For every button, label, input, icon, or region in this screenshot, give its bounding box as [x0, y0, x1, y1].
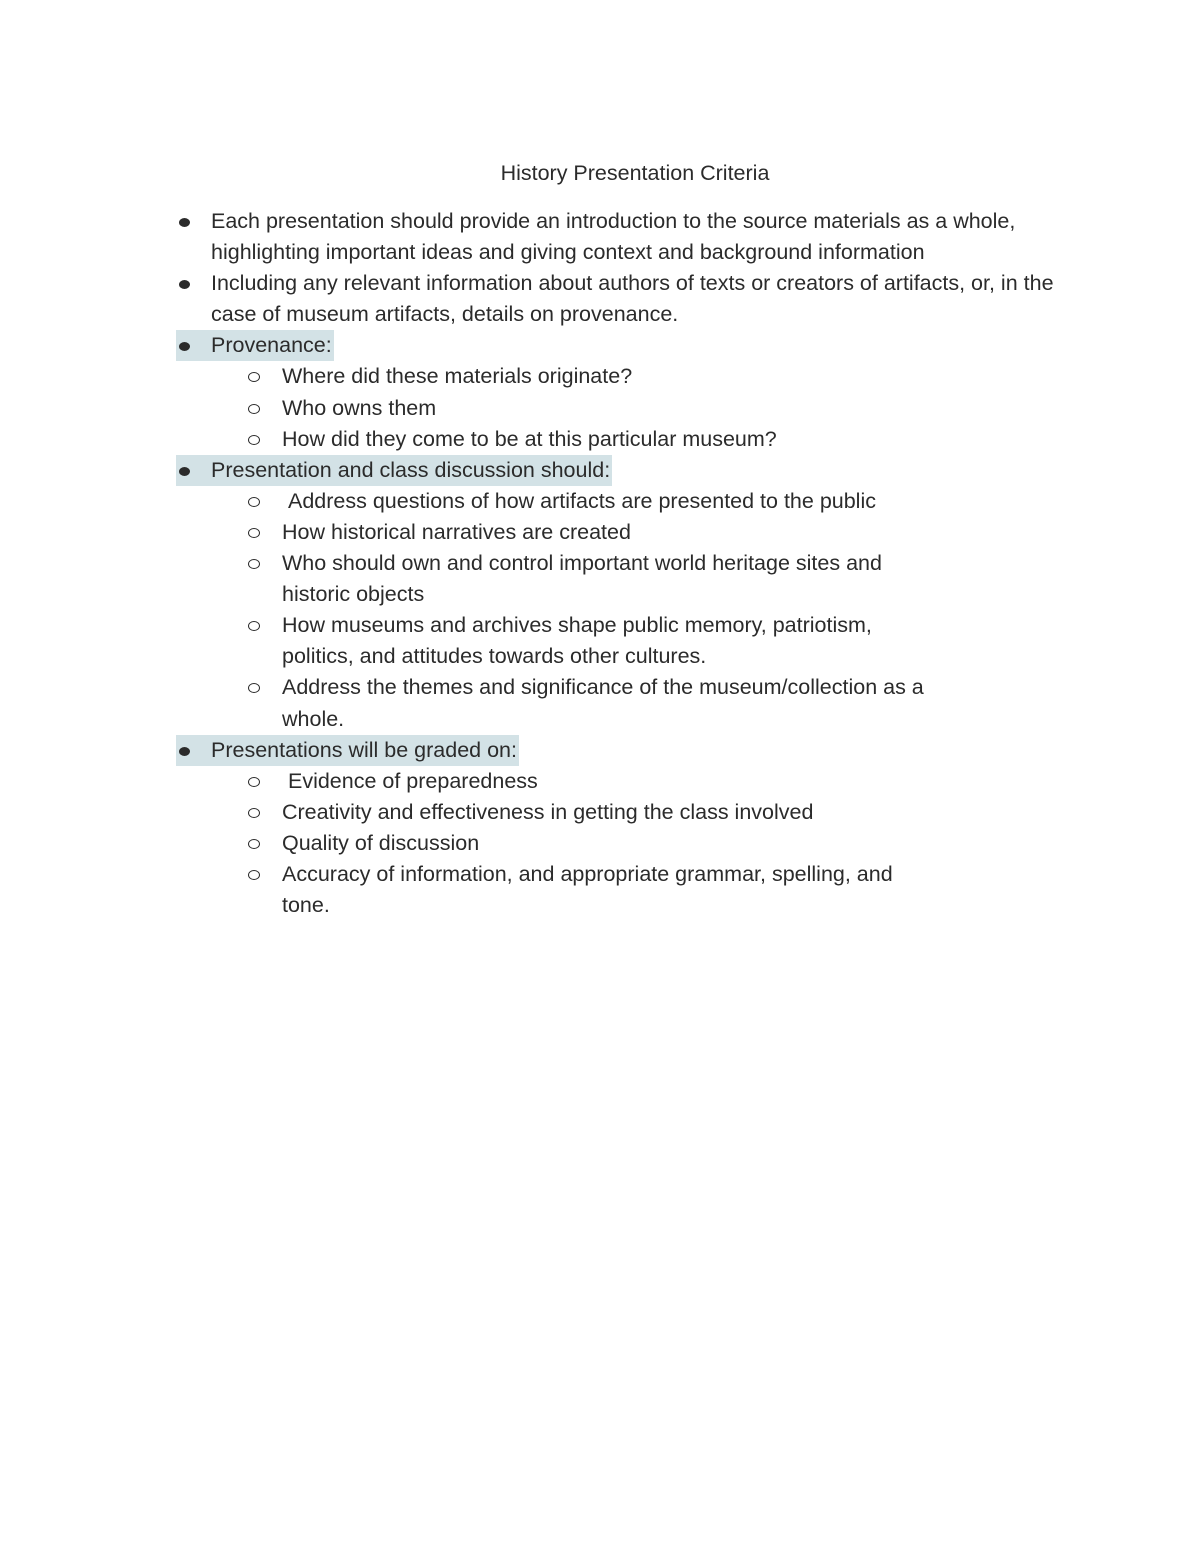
circle-bullet-icon [248, 372, 260, 382]
sublist-item [0, 828, 1060, 859]
sublist [0, 361, 1060, 454]
list-item-provenance [0, 330, 1200, 454]
list-item [0, 206, 1200, 268]
circle-bullet-icon [248, 683, 260, 693]
list-item-text: Provenance: [211, 333, 332, 358]
sublist-item-text: Where did these materials originate? [282, 364, 633, 389]
circle-bullet-icon [248, 559, 260, 569]
sublist-item-text: Quality of discussion [282, 830, 480, 855]
sublist [0, 766, 1060, 921]
bullet-icon [179, 280, 190, 289]
circle-bullet-icon [248, 404, 260, 414]
list-item [0, 268, 1200, 330]
sublist-item [0, 610, 1060, 672]
highlight [176, 735, 519, 766]
bullet-icon [179, 218, 190, 227]
list-item-grading [0, 735, 1200, 922]
sublist-item [0, 424, 1060, 455]
sublist-item-text: Creativity and effectiveness in getting the class involved [282, 799, 814, 824]
sublist-item-text: How museums and archives shape public memory, patriotism, politics, and attitudes towards other cultures. [282, 613, 872, 669]
sublist [0, 486, 1060, 735]
sublist-item-text: Address questions of how artifacts are presented to the public [282, 488, 876, 513]
circle-bullet-icon [248, 435, 260, 445]
circle-bullet-icon [248, 870, 260, 880]
highlight [176, 330, 334, 361]
list-item-text: Including any relevant information about authors of texts or creators of artifacts, or, in the case of museum artifacts, details on provenance. [211, 271, 1054, 327]
list-item-text: Each presentation should provide an introduction to the source materials as a whole, highlighting important ideas and giving context and background information [211, 209, 1016, 265]
sublist-item [0, 361, 1060, 392]
sublist-item [0, 393, 1060, 424]
sublist-item [0, 766, 1060, 797]
circle-bullet-icon [248, 497, 260, 507]
sublist-item-text: Address the themes and significance of the museum/collection as a whole. [282, 675, 924, 731]
circle-bullet-icon [248, 528, 260, 538]
circle-bullet-icon [248, 777, 260, 787]
sublist-item-text: How historical narratives are created [282, 519, 631, 544]
sublist-item [0, 672, 1060, 734]
sublist-item-text: Who owns them [282, 395, 437, 420]
bullet-icon [179, 467, 190, 476]
sublist-item [0, 517, 1060, 548]
list-item-text: Presentations will be graded on: [211, 737, 517, 762]
document-title: History Presentation Criteria [500, 161, 770, 185]
sublist-item-text: Who should own and control important world heritage sites and historic objects [282, 551, 882, 607]
bullet-icon [179, 342, 190, 351]
list-item-text: Presentation and class discussion should: [211, 457, 611, 482]
circle-bullet-icon [248, 839, 260, 849]
sublist-item [0, 548, 1060, 610]
circle-bullet-icon [248, 808, 260, 818]
sublist-item-text: How did they come to be at this particular museum? [282, 426, 777, 451]
sublist-item-text: Accuracy of information, and appropriate grammar, spelling, and tone. [282, 861, 893, 918]
sublist-item [0, 859, 1060, 921]
criteria-list [0, 206, 1200, 921]
bullet-icon [179, 747, 190, 756]
highlight [176, 455, 612, 486]
sublist-item-text: Evidence of preparedness [282, 768, 538, 793]
circle-bullet-icon [248, 621, 260, 631]
sublist-item [0, 486, 1060, 517]
sublist-item [0, 797, 1060, 828]
list-item-discussion [0, 455, 1200, 735]
